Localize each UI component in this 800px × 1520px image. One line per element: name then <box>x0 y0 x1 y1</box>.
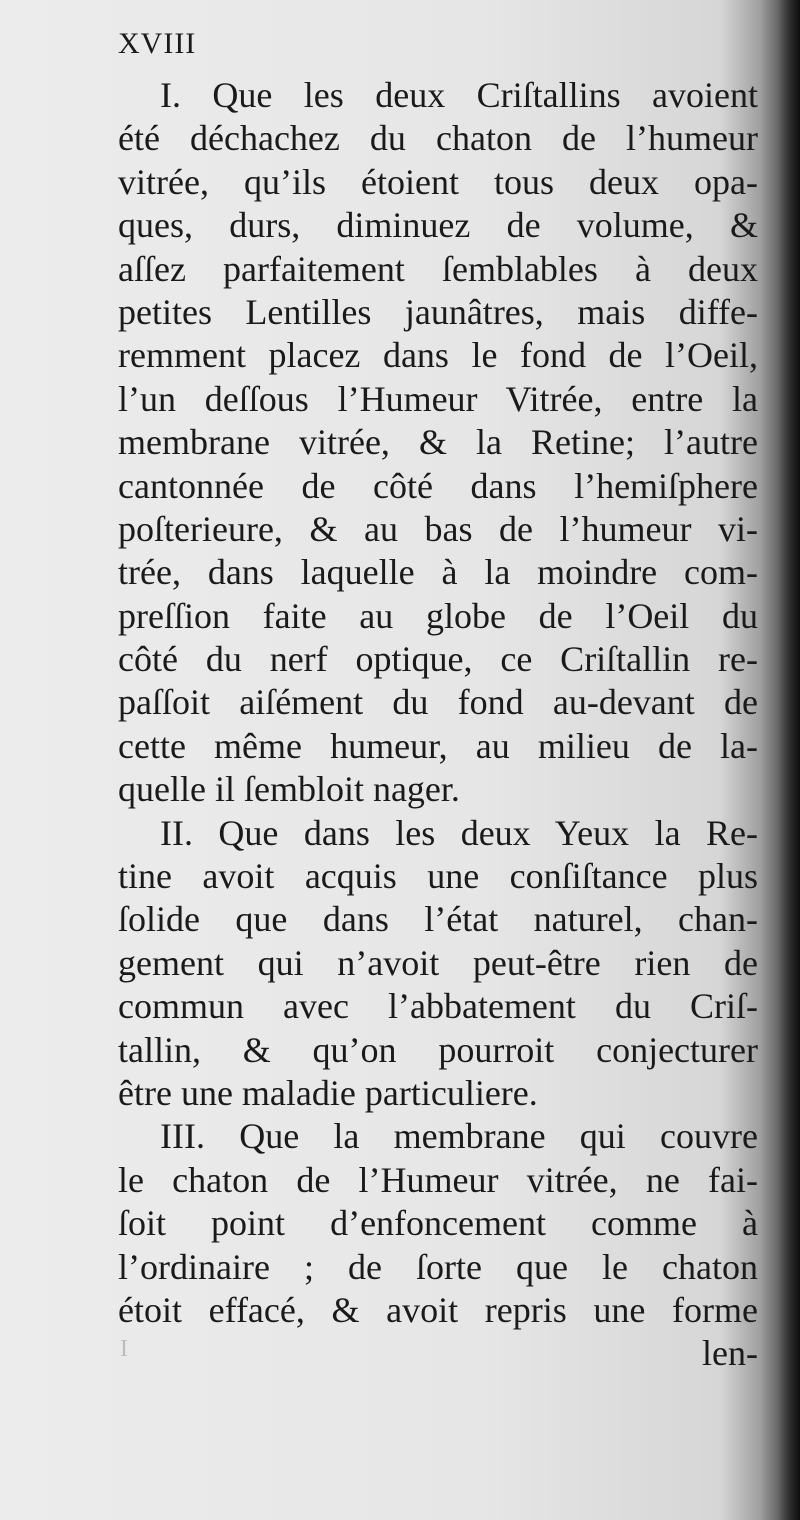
text-line: étoit effacé, & avoit repris une forme <box>118 1289 758 1330</box>
text-line: I. Que les deux Criſtallins avoient <box>160 75 758 115</box>
text-line: être une maladie particuliere. <box>118 1072 538 1113</box>
page-edge-shadow <box>760 0 800 1520</box>
text-line: poſterieure, & au bas de l’humeur vi- <box>118 508 758 549</box>
text-line: quelle il ſembloit nager. <box>118 769 460 810</box>
text-line: paſſoit aiſément du fond au-devant de <box>118 682 758 723</box>
text-line: tallin, & qu’on pourroit conjecturer <box>118 1029 758 1070</box>
text-line: preſſion faite au globe de l’Oeil du <box>118 595 758 636</box>
text-line: commun avec l’abbatement du Criſ- <box>118 986 758 1027</box>
paragraph-2 <box>118 812 758 1116</box>
text-line: petites Lentilles jaunâtres, mais diffe- <box>118 291 758 332</box>
text-line: aſſez parfaitement ſemblables à deux <box>118 248 758 289</box>
text-line: cette même humeur, au milieu de la- <box>118 725 758 766</box>
paragraph-1 <box>118 74 758 812</box>
text-line: l’ordinaire ; de ſorte que le chaton <box>118 1246 758 1287</box>
text-line: côté du nerf optique, ce Criſtallin re- <box>118 639 758 680</box>
text-line: le chaton de l’Humeur vitrée, ne fai- <box>118 1159 758 1200</box>
text-line: III. Que la membrane qui couvre <box>160 1116 758 1157</box>
catchword: len- <box>702 1333 758 1374</box>
paragraph-3 <box>118 1115 758 1332</box>
text-line: ſolide que dans l’état naturel, chan- <box>118 899 758 940</box>
text-line: remment placez dans le fond de l’Oeil, <box>118 335 758 376</box>
show-through-mark: I <box>120 1336 128 1362</box>
text-line: été déchachez du chaton de l’humeur <box>118 118 758 159</box>
body-text <box>118 74 758 1376</box>
text-line: tine avoit acquis une conſiſtance plus <box>118 856 758 897</box>
text-line: l’un deſſous l’Humeur Vitrée, entre la <box>118 378 758 419</box>
text-line: membrane vitrée, & la Retine; l’autre <box>118 422 758 463</box>
text-line: ſoit point d’enfoncement comme à <box>118 1203 758 1244</box>
page-number: XVIII <box>118 27 197 60</box>
text-line: ques, durs, diminuez de volume, & <box>118 205 758 246</box>
text-line: gement qui n’avoit peut-être rien de <box>118 942 758 983</box>
text-line: II. Que dans les deux Yeux la Re- <box>160 812 758 853</box>
text-line: cantonnée de côté dans l’hemiſphere <box>118 465 758 506</box>
text-line: vitrée, qu’ils étoient tous deux opa- <box>118 161 758 202</box>
text-line: trée, dans laquelle à la moindre com- <box>118 552 758 593</box>
